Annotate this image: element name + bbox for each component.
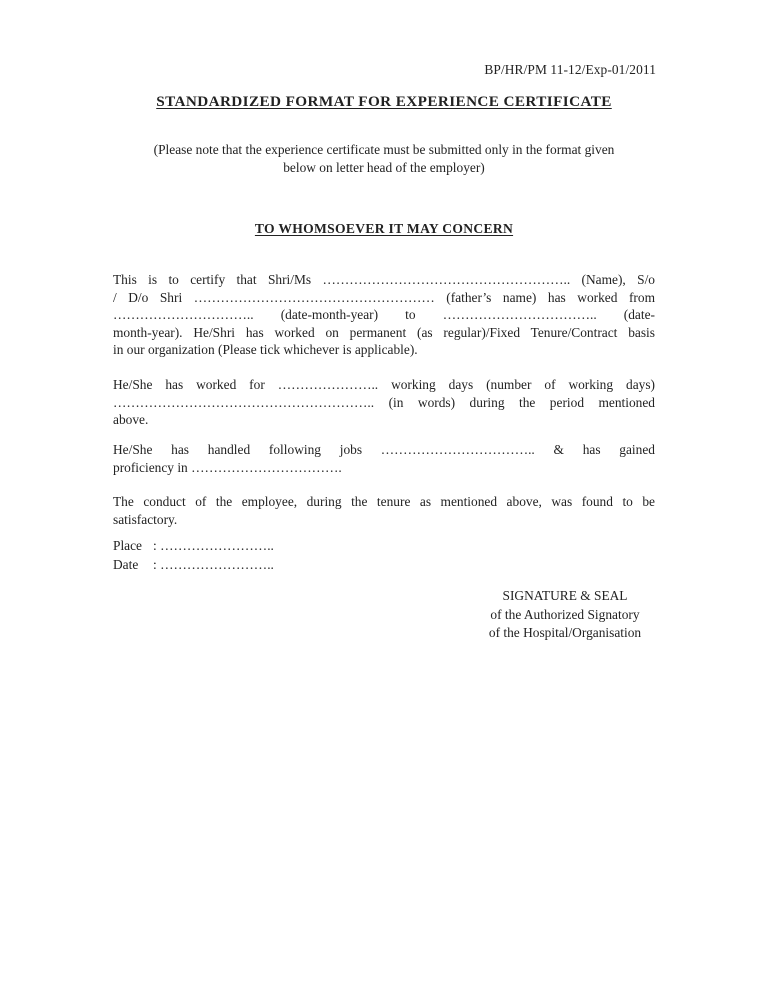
paragraph4-line-2: satisfactory. <box>113 511 178 527</box>
paragraph1-line-2: / D/o Shri ……………………………………………… (father’s name) has worked from <box>113 289 655 305</box>
paragraph2-line-3: above. <box>113 412 149 427</box>
signature-line-1: SIGNATURE & SEAL <box>502 588 628 603</box>
date-row <box>113 555 274 574</box>
certification-paragraph <box>113 271 655 359</box>
conduct-paragraph <box>113 493 655 528</box>
paragraph2-line-1: He/She has worked for ………………….. working days (number of working days) <box>113 377 655 392</box>
jobs-paragraph <box>113 441 655 476</box>
paragraph4-line-1: The conduct of the employee, during the tenure as mentioned above, was found to be <box>113 494 655 509</box>
salutation-heading <box>0 221 768 237</box>
salutation-text: TO WHOMSOEVER IT MAY CONCERN <box>254 221 514 236</box>
date-value: : …………………….. <box>153 557 274 572</box>
signature-block <box>440 587 690 643</box>
place-row <box>113 536 274 555</box>
paragraph2-line-2: ………………………………………………….. (in words) during the period mentioned <box>113 394 655 410</box>
paragraph1-line-3: ………………………….. (date-month-year) to …………………………….. (date- <box>113 307 655 322</box>
date-label: Date <box>113 557 139 572</box>
place-date-block <box>113 536 274 574</box>
signature-line-3: of the Hospital/Organisation <box>488 625 642 640</box>
format-note <box>113 141 655 176</box>
format-note-line-2: below on letter head of the employer) <box>283 159 485 175</box>
reference-number: BP/HR/PM 11-12/Exp-01/2011 <box>484 62 656 77</box>
working-days-paragraph <box>113 376 655 429</box>
place-label: Place <box>113 538 142 553</box>
paragraph1-line-5: in our organization (Please tick whichever is applicable). <box>113 342 418 357</box>
paragraph3-line-2: proficiency in ……………………………. <box>113 459 342 475</box>
document-title <box>0 93 768 111</box>
signature-line-2: of the Authorized Signatory <box>490 606 640 622</box>
paragraph1-line-4: month-year). He/Shri has worked on permanent (as regular)/Fixed Tenure/Contract basis <box>113 324 655 340</box>
paragraph1-line-1: This is to certify that Shri/Ms ……………………………………………….. (Name), S/o <box>113 272 655 287</box>
document-title-text: STANDARDIZED FORMAT FOR EXPERIENCE CERTIFICATE <box>156 93 612 110</box>
place-value: : …………………….. <box>153 538 274 553</box>
paragraph3-line-1: He/She has handled following jobs …………………………….. & has gained <box>113 442 655 457</box>
format-note-line-1: (Please note that the experience certificate must be submitted only in the format given <box>153 142 615 157</box>
